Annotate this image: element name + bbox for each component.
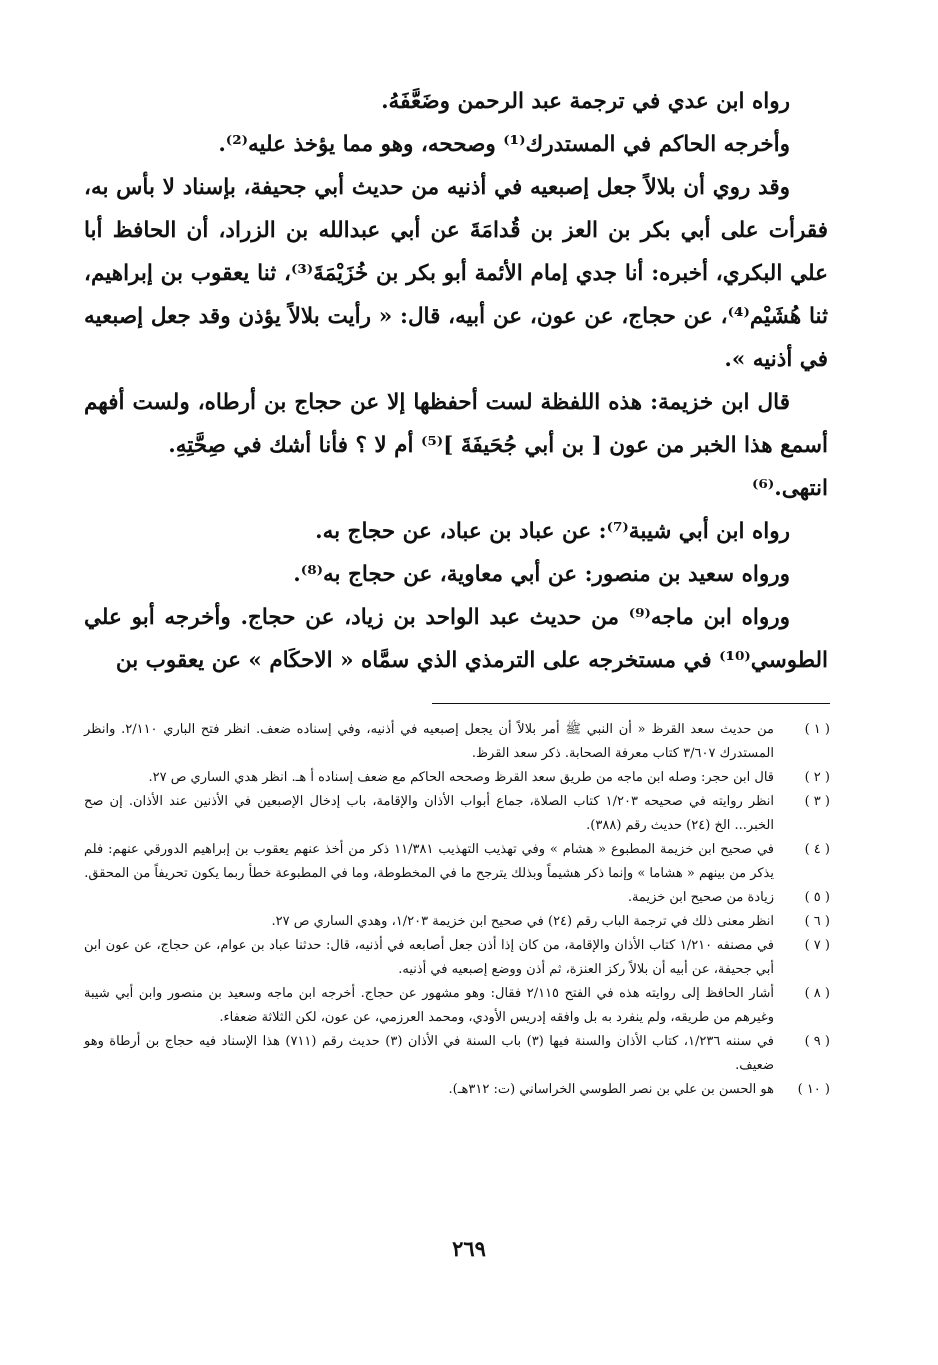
paragraph-2: وأخرجه الحاكم في المستدرك⁽¹⁾ وصححه، وهو مما يؤخذ عليه⁽²⁾.: [218, 132, 790, 157]
footnote-text: في سننه ١/٢٣٦، كتاب الأذان والسنة فيها (٣) باب السنة في الأذان (٣) حديث رقم (٧١١) هذا الإسناد فيه حجاج بن أرطاة وهو ضعيف.: [84, 1034, 774, 1073]
footnote-number: ( ٣ ): [804, 794, 830, 809]
paragraph-4-ending: انتهى.⁽⁶⁾: [752, 476, 828, 501]
footnote: [84, 766, 830, 790]
footnote-number: ( ١ ): [804, 722, 830, 737]
footnote-number: ( ٥ ): [804, 890, 830, 905]
footnote-number: ( ٧ ): [804, 938, 830, 953]
page-number: ٢٦٩: [452, 1236, 486, 1261]
paragraph-3: وقد روي أن بلالاً جعل إصبعيه في أذنيه من حديث أبي جحيفة، بإسناد لا بأس به، فقرأت على أبي بكر بن العز بن قُدامَةَ عن أبي عبدالله بن الزراد، أن الحافظ أبا علي البكري، أخبره: أنا جدي إمام الأئمة أبو بكر بن خُزَيْمَةَ⁽³⁾، ثنا يعقوب بن إبراهيم، ثنا هُشَيْم⁽⁴⁾، عن حجاج، عن عون، عن أبيه، قال: « رأيت بلالاً يؤذن وقد جعل إصبعيه في أذنيه ».: [84, 175, 828, 372]
paragraph-1: رواه ابن عدي في ترجمة عبد الرحمن وضَعَّفَهُ.: [381, 89, 790, 114]
footnote: [84, 886, 830, 910]
footnote-text: انظر روايته في صحيحه ١/٢٠٣ كتاب الصلاة، جماع أبواب الأذان والإقامة، باب إدخال الإصبعين في الأذنين عند الأذان. إن صح الخبر... الخ (٢٤) حديث رقم (٣٨٨).: [84, 794, 774, 833]
footnote: [84, 982, 830, 1030]
footnote-text: من حديث سعد القرظ « أن النبي ﷺ أمر بلالاً أن يجعل إصبعيه في أذنيه، وفي إسناده ضعف. انظر فتح الباري ٢/١١٠. وانظر المستدرك ٣/٦٠٧ كتاب معرفة الصحابة. ذكر سعد القرظ.: [84, 722, 774, 761]
footnote-text: أشار الحافظ إلى روايته هذه في الفتح ٢/١١٥ فقال: وهو مشهور عن حجاج. أخرجه ابن ماجه وسعيد بن منصور وابن أبي شيبة وغيرهم من طريقه، ولم ينفرد به بل وافقه إدريس الأودي، ومحمد العرزمي، عن عون، لكن الثلاثة ضعفاء.: [84, 986, 774, 1025]
footnote-number: ( ٩ ): [804, 1034, 830, 1049]
footnote-text: قال ابن حجر: وصله ابن ماجه من طريق سعد القرظ وصححه الحاكم مع ضعف إسناده أ هـ. انظر هدي الساري ص ٢٧.: [148, 770, 774, 785]
paragraph-6: ورواه سعيد بن منصور: عن أبي معاوية، عن حجاج به⁽⁸⁾.: [293, 562, 790, 587]
footnote-number: ( ٨ ): [804, 986, 830, 1001]
footnote: [84, 934, 830, 982]
paragraph-7: ورواه ابن ماجه⁽⁹⁾ من حديث عبد الواحد بن زياد، عن حجاج. وأخرجه أبو علي الطوسي⁽¹⁰⁾ في مستخرجه على الترمذي الذي سمَّاه « الاحكَام » عن يعقوب بن: [84, 605, 828, 673]
footnote-text: هو الحسن بن علي بن نصر الطوسي الخراساني (ت: ٣١٢هـ).: [448, 1082, 774, 1097]
footnote-text: في صحيح ابن خزيمة المطبوع « هشام » وفي تهذيب التهذيب ١١/٣٨١ ذكر من أخذ عنهم يعقوب بن إبراهيم الدورقي عنهم: فلم يذكر من بينهم « هشاما » وإنما ذكر هشيماً وبذلك يترجح ما في المخطوطة، وما في المطبوعة خطأ ربما يكون تحريفاً من المحقق.: [84, 842, 775, 881]
footnote: [84, 838, 830, 886]
main-text-body: [84, 80, 828, 682]
paragraph-4: قال ابن خزيمة: هذه اللفظة لست أحفظها إلا عن حجاج بن أرطاه، ولست أفهم أسمع هذا الخبر من عون [ بن أبي جُحَيفَةَ ]⁽⁵⁾ أم لا ؟ فأنا أشك في صِحَّتِهِ.: [84, 390, 828, 458]
paragraph-5: رواه ابن أبي شيبة⁽⁷⁾: عن عباد بن عباد، عن حجاج به.: [315, 519, 790, 544]
footnote: [84, 1030, 830, 1078]
footnote: [84, 1078, 830, 1102]
footnote-number: ( ١٠ ): [797, 1082, 830, 1097]
footnote-text: انظر معنى ذلك في ترجمة الباب رقم (٢٤) في صحيح ابن خزيمة ١/٢٠٣، وهدي الساري ص ٢٧.: [271, 914, 774, 929]
footnote: [84, 910, 830, 934]
footnote-number: ( ٤ ): [804, 842, 830, 857]
footnote-text: في مصنفه ١/٢١٠ كتاب الأذان والإقامة، من كان إذا أذن جعل أصابعه في أذنيه، قال: حدثنا عباد بن عوام، عن حجاج، عن عون ابن أبي جحيفة، عن أبيه أن بلالاً ركز العنزة، ثم أذن ووضع إصبعيه في أذنيه.: [84, 938, 774, 977]
footnote: [84, 718, 830, 766]
footnote-number: ( ٢ ): [804, 770, 830, 785]
footnote-divider: [432, 703, 830, 704]
footnote-number: ( ٦ ): [804, 914, 830, 929]
footnote-text: زيادة من صحيح ابن خزيمة.: [627, 890, 774, 905]
footnote: [84, 790, 830, 838]
footnotes-section: [84, 718, 830, 1102]
